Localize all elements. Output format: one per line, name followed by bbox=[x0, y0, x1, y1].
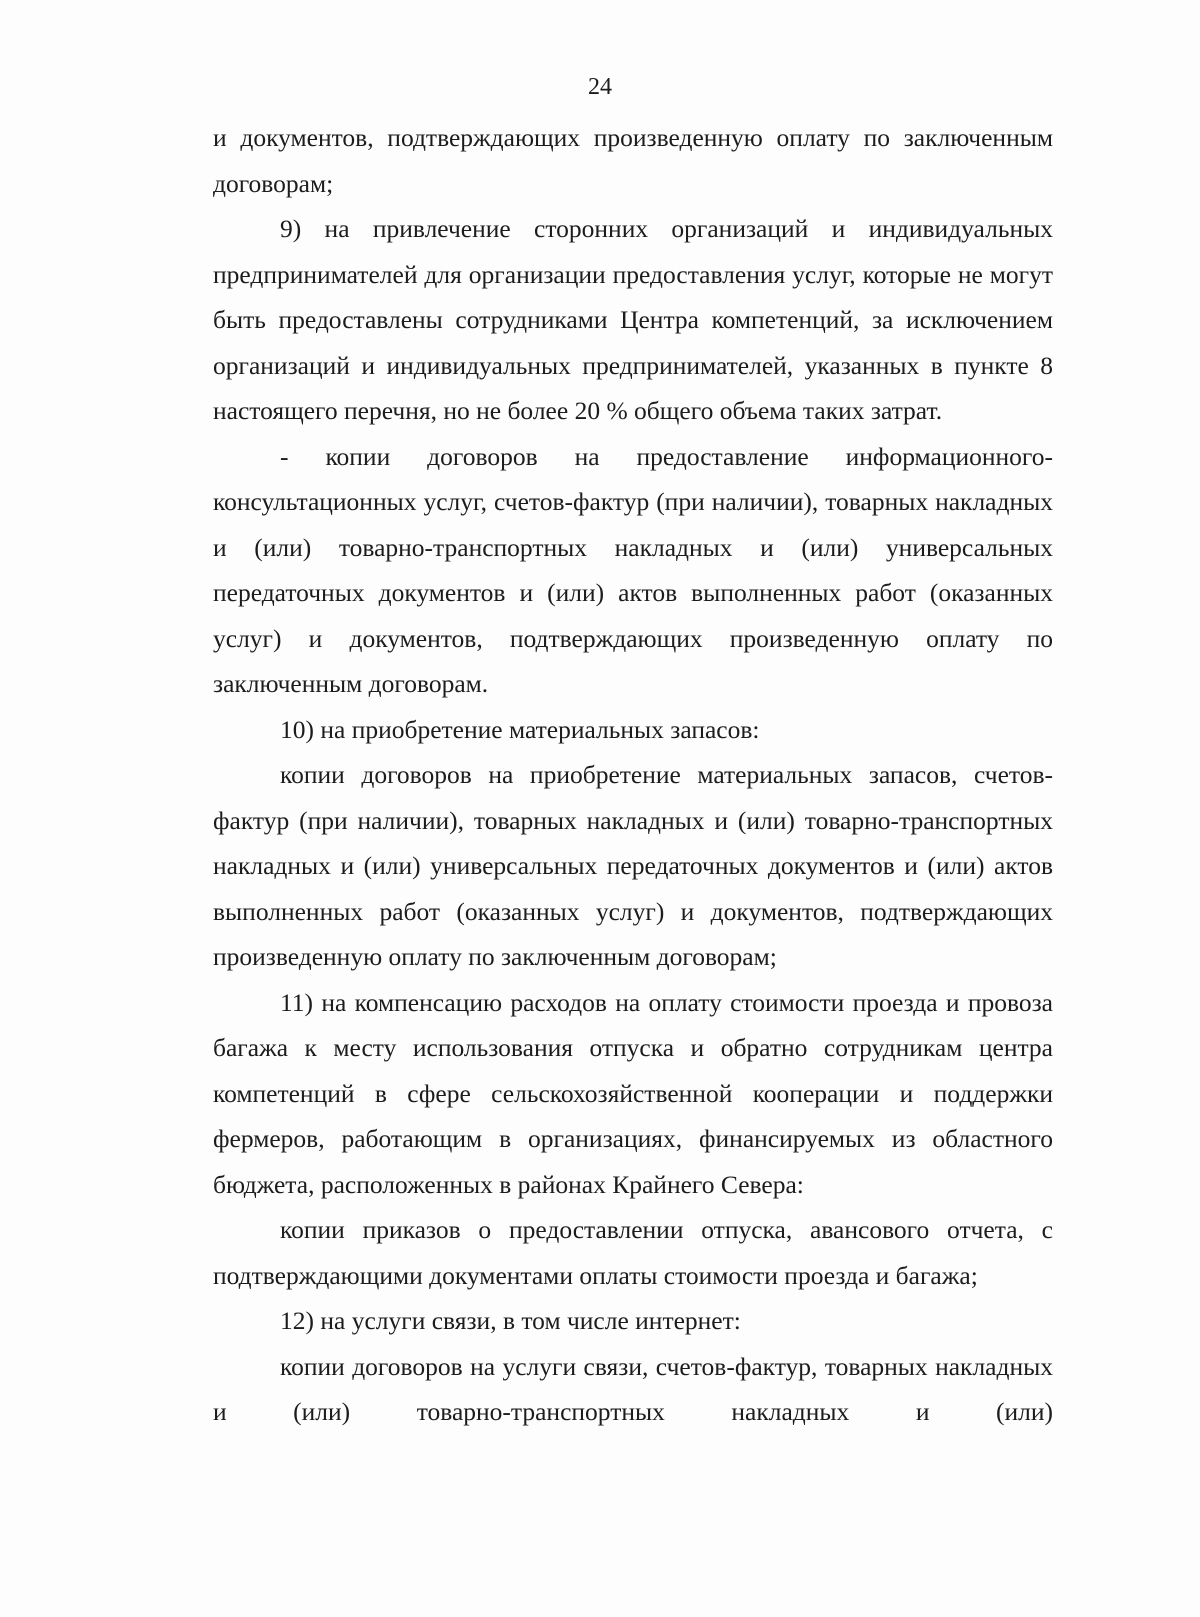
paragraph: - копии договоров на предоставление информационного-консультационных услуг, счетов-фактур (при наличии), товарных накладных и (или) товарно-транспортных накладных и (или) универсальных передаточных документов и (или) актов выполненных работ (оказанных услуг) и документов, подтверждающих произведенную оплату по заключенным договорам. bbox=[213, 441, 1053, 698]
page-number: 24 bbox=[588, 74, 612, 100]
paragraph: копии приказов о предоставлении отпуска, авансового отчета, с подтверждающими документами оплаты стоимости проезда и багажа; bbox=[213, 1215, 1053, 1290]
document-body bbox=[213, 115, 1053, 1435]
paragraph: 10) на приобретение материальных запасов: bbox=[280, 714, 760, 744]
paragraph: копии договоров на приобретение материальных запасов, счетов-фактур (при наличии), товарных накладных и (или) товарно-транспортных накладных и (или) универсальных передаточных документов и (или) актов выполненных работ (оказанных услуг) и документов, подтверждающих произведенную оплату по заключенным договорам; bbox=[213, 760, 1053, 971]
paragraph: 9) на привлечение сторонних организаций и индивидуальных предпринимателей для организации предоставления услуг, которые не могут быть предоставлены сотрудниками Центра компетенций, за исключением организаций и индивидуальных предпринимателей, указанных в пункте 8 настоящего перечня, но не более 20 % общего объема таких затрат. bbox=[213, 214, 1053, 425]
paragraph: и документов, подтверждающих произведенную оплату по заключенным договорам; bbox=[213, 123, 1053, 198]
paragraph: 11) на компенсацию расходов на оплату стоимости проезда и провоза багажа к месту использования отпуска и обратно сотрудникам центра компетенций в сфере сельскохозяйственной кооперации и поддержки фермеров, работающим в организациях, финансируемых из областного бюджета, расположенных в районах Крайнего Севера: bbox=[213, 987, 1053, 1199]
paragraph: 12) на услуги связи, в том числе интернет: bbox=[280, 1306, 741, 1335]
paragraph: копии договоров на услуги связи, счетов-фактур, товарных накладных и (или) товарно-транспортных накладных и (или) bbox=[213, 1351, 1053, 1426]
